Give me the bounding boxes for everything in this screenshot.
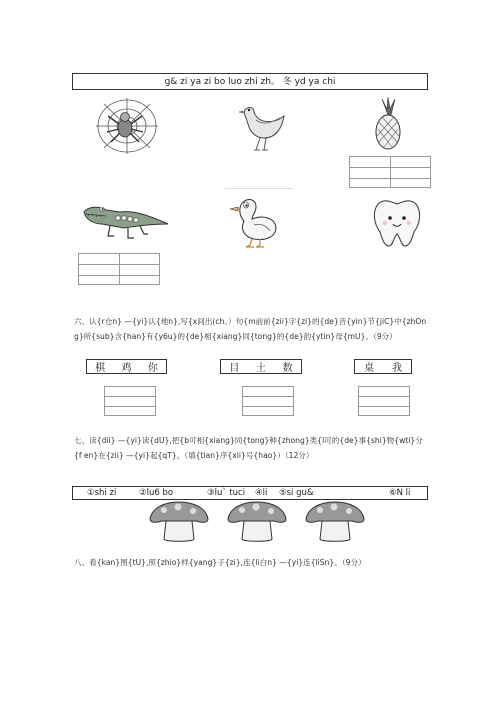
word-char: 土 bbox=[255, 363, 266, 374]
option-text: lu6 bo bbox=[146, 488, 174, 498]
word-char: 棋 bbox=[95, 363, 106, 374]
option-number: ⑤ bbox=[279, 488, 287, 498]
pineapple-icon bbox=[370, 95, 406, 151]
question-6-text: 六、认{r仓n} —{yi}认{地n},写{x间出(ch。）句{m前前{zii}字{zi}的{de}音{yin}节{jiC}中{zhOn g}所{sub}含{han}有{y6u}的{de}相{xiang}同{tong}的{de}韵{ytin}母{mU}。（9分） bbox=[74, 317, 427, 341]
option-4 bbox=[255, 487, 267, 500]
word-group-1 bbox=[86, 359, 167, 374]
word-char: 你 bbox=[147, 363, 158, 374]
option-text: lu` tuci bbox=[214, 488, 246, 498]
answer-grid-2[interactable] bbox=[242, 386, 294, 416]
option-number: ① bbox=[87, 488, 95, 498]
mushroom-icon[interactable] bbox=[148, 501, 210, 543]
crocodile-icon bbox=[80, 198, 172, 240]
option-number: ③ bbox=[207, 488, 215, 498]
word-char: 我 bbox=[392, 363, 402, 374]
divider bbox=[225, 188, 293, 189]
word-char: 数 bbox=[282, 363, 293, 374]
answer-grid-1[interactable] bbox=[104, 386, 156, 416]
option-6 bbox=[389, 487, 410, 500]
option-2 bbox=[139, 487, 173, 500]
spider-on-web-icon bbox=[94, 96, 160, 156]
dove-icon bbox=[234, 98, 290, 154]
mushroom-icon[interactable] bbox=[226, 501, 288, 543]
option-number: ④ bbox=[255, 488, 263, 498]
option-text: li bbox=[262, 488, 268, 498]
question-8-text: 八、看{kan}图{tU},照{zhio}样{yang}子{zi},连{li白n} —{yi}连{liSn}。（9分） bbox=[74, 558, 366, 567]
word-char: 鸡 bbox=[121, 363, 132, 374]
question-7-text: 七、读{dii} —{yi}读{dU},把{b可相{xiang}同{tong}种{zhong}类{l可的{de}事{shi}物{wti}分{f en}在{zii} —{yi}起{qT}。（填{tian}序{xii}号{hao}）（12分） bbox=[74, 436, 423, 460]
pinyin-header-box: g& zi ya zi bo luo zhi zh。 冬 yd ya chi bbox=[72, 73, 428, 90]
word-group-2 bbox=[220, 359, 302, 374]
option-3 bbox=[207, 487, 245, 500]
option-5 bbox=[279, 487, 314, 500]
option-number: ⑥ bbox=[389, 488, 397, 498]
divider bbox=[119, 253, 120, 285]
word-group-3 bbox=[354, 359, 412, 374]
options-box bbox=[72, 486, 428, 500]
option-text: N li bbox=[396, 488, 411, 498]
word-char: 目 bbox=[229, 363, 240, 374]
option-text: shi zi bbox=[94, 488, 117, 498]
mushroom-icon[interactable] bbox=[304, 501, 366, 543]
divider bbox=[390, 156, 391, 188]
duck-icon bbox=[228, 193, 280, 249]
tooth-icon bbox=[370, 196, 424, 248]
option-number: ② bbox=[139, 488, 147, 498]
word-char: 桌 bbox=[364, 363, 374, 374]
option-1 bbox=[87, 487, 116, 500]
option-text: si gu& bbox=[286, 488, 314, 498]
answer-grid-3[interactable] bbox=[358, 386, 410, 416]
